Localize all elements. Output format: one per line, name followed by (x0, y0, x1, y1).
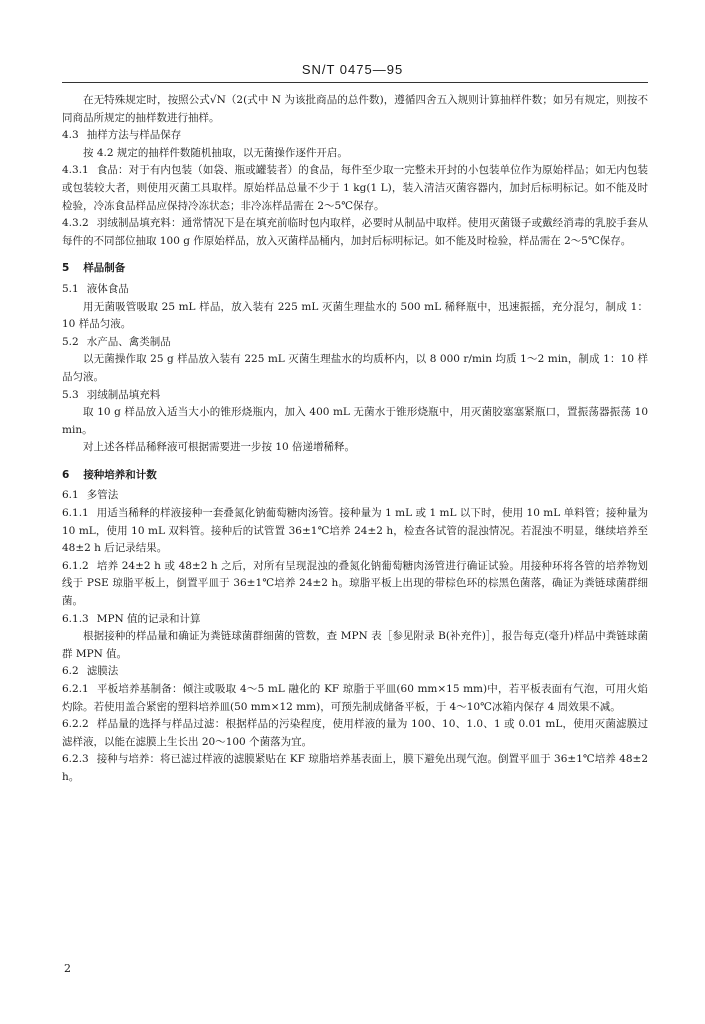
paragraph: 取 10 g 样品放入适当大小的锥形烧瓶内，加入 400 mL 无菌水于锥形烧瓶中，用灭菌胶塞塞紧瓶口，置振荡器振荡 10 min。 (62, 406, 648, 436)
clause (62, 558, 648, 611)
clause-text: MPN 值的记录和计算 (96, 612, 201, 625)
section-title: 接种培养和计数 (83, 468, 157, 481)
clause-number: 6.2.1 (62, 683, 89, 695)
clause-number: 6 (62, 468, 70, 481)
clause-text: 平板培养基制备：倾注或吸取 4～5 mL 融化的 KF 琼脂于平皿(60 mm×15 mm)中，若平板表面有气泡，可用火焰灼除。若使用盖合紧密的塑料培养皿(50 mm×12 mm)，可预先制成储备平板，于 4～10℃冰箱内保存 4 周效果不减。 (62, 683, 648, 713)
paragraph: 对上述各样品稀释液可根据需要进一步按 10 倍递增稀释。 (83, 441, 356, 454)
clause-text: 用适当稀释的样液接种一套叠氮化钠葡萄糖肉汤管。接种量为 1 mL 或 1 mL 以下时，使用 10 mL 单料管；接种量为 10 mL，使用 10 mL 双料管。接种后的试管置 36±1℃培养 24±2 h，检查各试管的混浊情况。若混浊不明显，继续培养至 48±2 h 后记录结果。 (62, 507, 648, 555)
clause-number: 6.2.2 (62, 718, 89, 731)
clause-text: 滤膜法 (86, 665, 119, 678)
clause-text: 食品：对于有内包装（如袋、瓶或罐装者）的食品，每件至少取一完整未开封的小包装单位作为原始样品；如无内包装或包装较大者，则使用灭菌工具取样。原始样品总量不少于 1 kg(1 L)，装入清洁灭菌容器内，加封后标明标记。如不能及时检验，冷冻食品样品应保持冷冻状态；非冷冻样品需在 2～5℃保存。 (62, 164, 648, 212)
document-body (62, 92, 648, 787)
paragraph: 按 4.2 规定的抽样件数随机抽取，以无菌操作逐件开启。 (83, 146, 348, 159)
clause (62, 487, 648, 505)
clause (62, 127, 648, 145)
clause (62, 611, 648, 629)
clause-number: 6.2.3 (62, 753, 89, 766)
clause-number: 4.3 (62, 129, 79, 142)
clause-text: 培养 24±2 h 或 48±2 h 之后，对所有呈现混浊的叠氮化钠葡萄糖肉汤管进行确证试验。用接种环将各管的培养物划线于 PSE 琼脂平板上，倒置平皿于 36±1℃培养 24±2 h。琼脂平板上出现的带棕色环的棕黑色菌落，确证为粪链球菌群细菌。 (62, 559, 648, 608)
clause (62, 751, 648, 786)
clause (62, 162, 648, 215)
clause-number: 6.1 (62, 489, 79, 502)
clause-number: 6.1.1 (62, 507, 89, 520)
paragraph: 以无菌操作取 25 g 样品放入装有 225 mL 灭菌生理盐水的均质杯内，以 8 000 r/min 均质 1～2 min，制成 1：10 样品匀液。 (62, 353, 648, 383)
clause (62, 505, 648, 558)
clause (62, 281, 648, 299)
clause (62, 387, 648, 405)
paragraph: 根据接种的样品量和确证为粪链球菌群细菌的管数，查 MPN 表［参见附录 B(补充件)］，报告每克(毫升)样品中粪链球菌群 MPN 值。 (62, 630, 648, 660)
clause-number: 6.2 (62, 665, 79, 678)
clause-number: 4.3.2 (62, 217, 89, 230)
clause (62, 334, 648, 352)
paragraph: 用无菌吸管吸取 25 mL 样品，放入装有 225 mL 灭菌生理盐水的 500 mL 稀释瓶中，迅速振摇，充分混匀，制成 1：10 样品匀液。 (62, 300, 648, 331)
header-rule (62, 82, 648, 83)
clause (62, 663, 648, 681)
page-number: 2 (64, 962, 71, 975)
section-heading (62, 260, 648, 278)
clause (62, 215, 648, 250)
clause-text: 水产品、禽类制品 (86, 335, 171, 348)
clause-number: 6.1.3 (62, 612, 89, 625)
clause-text: 羽绒制品填充料：通常情况下是在填充前临时包内取样，必要时从制品中取样。使用灭菌镊子或戴经消毒的乳胶手套从每件的不同部位抽取 100 g 作原始样品，放入灭菌样品桶内，加封后标明标记。如不能及时检验，样品需在 2～5℃保存。 (62, 217, 648, 247)
clause-text: 液体食品 (86, 282, 129, 295)
paragraph: 在无特殊规定时，按照公式√N（2(式中 N 为该批商品的总件数)，遵循四舍五入规则计算抽样件数；如另有规定，则按不同商品所规定的抽样数进行抽样。 (62, 94, 648, 124)
section-heading (62, 467, 648, 485)
clause-number: 4.3.1 (62, 164, 89, 177)
clause-text: 羽绒制品填充料 (86, 388, 161, 401)
clause-number: 5.2 (62, 335, 79, 348)
clause-number: 6.1.2 (62, 559, 89, 572)
clause-text: 接种与培养：将已滤过样液的滤膜紧贴在 KF 琼脂培养基表面上，膜下避免出现气泡。倒置平皿于 36±1℃培养 48±2 h。 (62, 753, 648, 783)
clause-number: 5.1 (62, 282, 79, 295)
clause-number: 5 (62, 262, 70, 275)
document-code-header: SN/T 0475—95 (301, 62, 404, 77)
clause (62, 681, 648, 716)
section-title: 样品制备 (83, 262, 126, 275)
clause-text: 样品量的选择与样品过滤：根据样品的污染程度，使用样液的量为 100、10、1.0、1 或 0.01 mL，使用灭菌滤膜过滤样液，以能在滤膜上生长出 20～100 个菌落为宜。 (62, 718, 648, 748)
clause-number: 5.3 (62, 388, 79, 401)
clause (62, 716, 648, 751)
clause-text: 抽样方法与样品保存 (86, 129, 182, 142)
clause-text: 多管法 (86, 489, 119, 502)
